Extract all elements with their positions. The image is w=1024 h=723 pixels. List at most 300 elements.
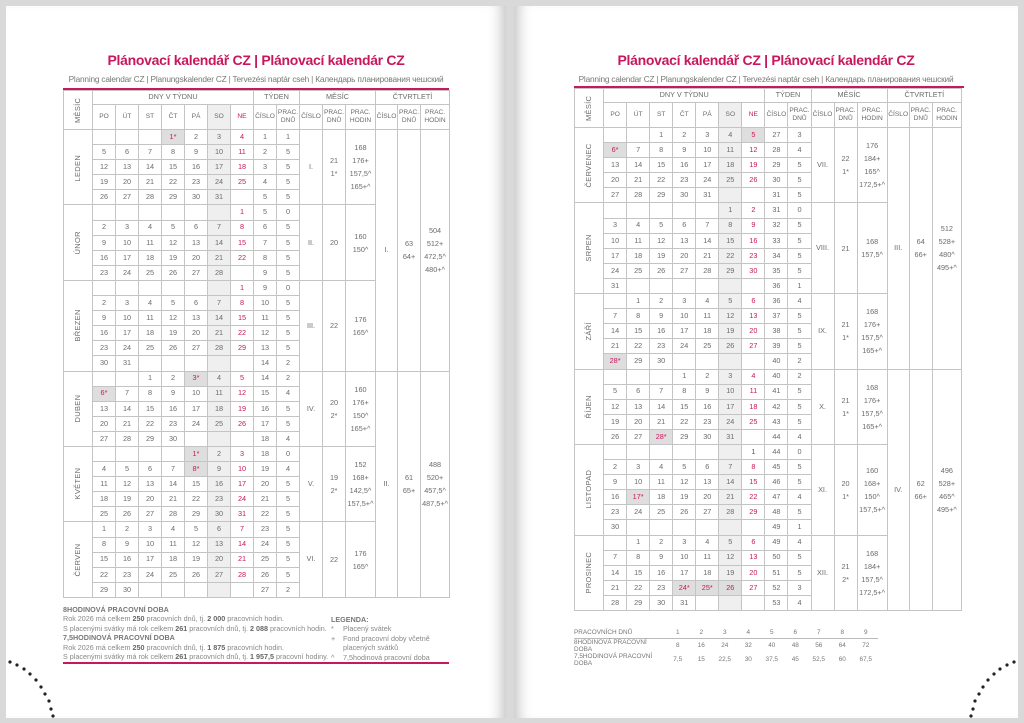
week-work-days: 2 [788,369,811,384]
day-cell: 12 [185,537,208,552]
day-cell: 7 [604,309,627,324]
month-work-days-value: 1* [842,491,850,501]
day-cell: 9 [116,537,139,552]
week-number: 43 [765,414,788,429]
day-cell: 3 [673,294,696,309]
summary-value: 3 [713,628,737,638]
month-work-hours [857,535,887,610]
day-cell: 23 [185,175,208,190]
weekday-út: ÚT [627,103,650,128]
notes-line [63,624,353,633]
day-cell: 28 [604,595,627,610]
day-cell [696,595,719,610]
month-work-hours-value: 150^ [864,491,880,501]
notes-segment: 1 957,5 [249,652,274,662]
week-number: 53 [765,595,788,610]
day-cell: 7 [696,218,719,233]
day-cell: 21 [650,414,673,429]
day-cell: 10 [673,550,696,565]
day-cell: 19 [162,326,185,341]
month-work-days-value: 22 [329,321,339,331]
day-cell: 27 [139,507,162,522]
month-number: X. [811,369,834,444]
day-cell: 23 [650,580,673,595]
day-cell: 12 [93,160,116,175]
day-cell [208,431,231,446]
day-cell: 14 [604,324,627,339]
header-work-days: PRAC. DNŮ [398,105,421,130]
day-cell: 4 [139,296,162,311]
month-name: ČERVEN [64,522,93,597]
summary-value: 15 [697,656,705,663]
day-cell: 5 [162,296,185,311]
summary-value: 8 [675,642,680,649]
header-work-days: PRAC. DNŮ [277,105,300,130]
week-work-days: 5 [277,250,300,265]
day-cell: 6 [185,296,208,311]
day-cell: 30 [650,354,673,369]
day-cell: 3 [231,446,254,461]
day-cell: 1 [139,371,162,386]
day-cell [139,280,162,295]
summary-value: 22,5 [718,656,731,663]
day-cell: 2 [604,460,627,475]
day-cell [719,188,742,203]
day-cell: 15 [650,158,673,173]
quarter-work-hours-value: 495+^ [936,263,957,273]
week-work-days: 5 [788,550,811,565]
notes-segment: pracovních dnů, tj. [144,614,208,624]
weekday-po: PO [604,103,627,128]
day-cell: 28 [627,188,650,203]
day-cell: 6 [742,535,765,550]
weekday-pá: PÁ [696,103,719,128]
week-number: 27 [254,582,277,597]
month-number: I. [300,130,323,205]
week-number: 36 [765,278,788,293]
week-work-days: 4 [788,143,811,158]
day-cell: 5 [185,522,208,537]
month-work-hours-value: 172,5+^ [859,587,886,597]
month-work-days [323,130,346,205]
day-cell: 7 [719,460,742,475]
quarter-work-days-value: 62 [916,478,925,488]
month-work-days [323,446,346,521]
month-work-hours-value: 165^ [864,167,880,177]
header-work-days: PRAC. DNŮ [909,103,932,128]
month-name: ZÁŘÍ [575,294,604,369]
quarter-work-days-value: 64+ [402,252,416,262]
day-cell: 17 [604,248,627,263]
week-work-days: 5 [788,263,811,278]
day-cell: 18 [719,158,742,173]
week-number: 15 [254,386,277,401]
day-cell: 20 [627,414,650,429]
header-row [575,103,962,128]
day-cell [627,444,650,459]
week-work-days: 5 [277,160,300,175]
day-cell: 16 [650,324,673,339]
header-row [64,105,450,130]
day-cell: 20 [696,490,719,505]
week-number: 24 [254,537,277,552]
day-cell: 16 [696,399,719,414]
month-work-hours-value: 176 [354,314,367,324]
week-work-days: 5 [277,296,300,311]
day-cell [673,520,696,535]
week-work-days: 5 [788,475,811,490]
summary-value: 4 [737,628,761,638]
week-number: 23 [254,522,277,537]
day-cell: 27 [185,265,208,280]
week-number: 25 [254,552,277,567]
header-month-group: MĚSÍC [811,89,887,103]
day-cell: 1* [185,446,208,461]
month-name: LEDEN [64,130,93,205]
day-cell: 24 [627,505,650,520]
quarter-work-days-value: 63 [404,239,414,249]
day-cell [185,205,208,220]
day-cell: 23 [696,414,719,429]
day-cell: 13 [627,399,650,414]
day-cell [185,356,208,371]
day-cell [742,278,765,293]
week-work-days: 0 [277,446,300,461]
week-work-days: 5 [788,505,811,520]
month-work-hours-value: 176 [866,141,879,151]
legend-text: Fond pracovní doby včetně placených svátků [343,633,430,653]
day-cell: 9 [93,235,116,250]
header-number: ČÍSLO [300,105,323,130]
day-cell [185,280,208,295]
day-cell: 9 [673,143,696,158]
week-work-days: 5 [788,309,811,324]
day-cell: 22 [627,339,650,354]
day-cell: 22 [185,492,208,507]
day-cell: 23 [208,492,231,507]
header-week: TÝDEN [765,89,811,103]
month-work-hours-value: 157,5^ [861,333,883,343]
week-work-days: 0 [788,444,811,459]
weekday-po: PO [93,105,116,130]
day-cell [673,354,696,369]
day-cell [627,369,650,384]
day-cell: 9 [93,311,116,326]
day-cell [627,128,650,143]
day-cell: 6 [185,220,208,235]
day-cell: 8 [231,220,254,235]
day-cell: 24 [116,265,139,280]
day-cell: 30 [208,507,231,522]
day-cell: 16 [185,160,208,175]
day-cell: 27 [93,431,116,446]
day-cell: 19 [673,490,696,505]
day-cell: 31 [604,278,627,293]
month-number: VIII. [811,203,834,294]
week-work-days: 5 [277,265,300,280]
day-cell: 5 [673,460,696,475]
weekday-út: ÚT [116,105,139,130]
month-work-hours-value: 157,5+^ [347,499,374,509]
day-cell: 16 [650,565,673,580]
month-work-days-value: 2* [330,410,338,420]
day-cell: 18 [139,326,162,341]
week-number: 50 [765,550,788,565]
week-work-days: 2 [277,356,300,371]
day-cell: 13 [742,309,765,324]
day-cell: 9 [650,309,673,324]
day-cell: 23 [650,339,673,354]
quarter-work-hours-value: 457,5^ [424,486,446,496]
day-cell: 11 [696,309,719,324]
quarter-work-days [909,369,932,611]
week-work-days: 5 [277,190,300,205]
day-cell [719,354,742,369]
notes-line [63,614,353,623]
header-work-days: PRAC. DNŮ [834,103,857,128]
summary-row [574,628,878,638]
day-cell [650,369,673,384]
day-cell: 14 [604,565,627,580]
day-cell: 26 [719,339,742,354]
day-cell: 24 [604,263,627,278]
day-cell [673,278,696,293]
day-cell [162,582,185,597]
day-cell: 28 [208,265,231,280]
week-number: 37 [765,309,788,324]
day-cell: 22 [719,248,742,263]
day-cell: 31 [231,507,254,522]
month-work-hours-value: 165^ [352,561,369,571]
day-cell [208,205,231,220]
day-cell: 21 [139,175,162,190]
quarter-work-hours-value: 496 [940,465,953,475]
summary-row [574,653,878,667]
quarter-work-hours-value: 480+^ [425,265,445,275]
week-number: 21 [254,492,277,507]
day-cell: 26 [162,265,185,280]
day-cell: 9 [208,462,231,477]
day-cell: 18 [162,552,185,567]
day-cell: 20 [116,175,139,190]
day-cell: 4 [208,371,231,386]
day-cell: 4 [627,218,650,233]
weekday-st: ST [139,105,162,130]
day-cell: 9 [604,475,627,490]
quarter-work-days-value: 66+ [914,491,927,501]
quarter-work-hours [421,371,450,597]
quarter-number: II. [376,371,398,597]
month-work-hours [346,130,376,205]
day-cell: 5 [604,384,627,399]
month-name: DUBEN [64,371,93,446]
quarter-work-days-value: 65+ [402,486,416,496]
day-cell: 8 [627,309,650,324]
day-cell: 12 [162,311,185,326]
week-number: 26 [254,567,277,582]
day-cell: 31 [696,188,719,203]
day-cell: 23 [162,416,185,431]
day-cell: 28 [139,190,162,205]
notes-segment: 261 [175,652,188,662]
quarter-work-hours-value: 512 [940,224,953,234]
day-cell: 25 [650,505,673,520]
day-cell: 18 [650,490,673,505]
day-cell: 6 [673,218,696,233]
week-number: 18 [254,431,277,446]
week-number: 52 [765,580,788,595]
day-cell [650,520,673,535]
week-work-days: 5 [277,492,300,507]
quarter-work-days-value: 64 [916,237,925,247]
day-cell: 10 [116,311,139,326]
day-cell: 12 [650,233,673,248]
day-cell: 26 [673,505,696,520]
day-cell: 21 [162,492,185,507]
week-work-days: 4 [277,462,300,477]
legend-symbol: + [331,633,336,643]
month-name: ČERVENEC [575,128,604,203]
page-title: Plánovací kalendář CZ | Plánovací kalendár CZ [107,52,405,68]
day-cell: 17 [719,399,742,414]
quarter-work-hours [932,128,961,370]
day-cell: 14 [719,475,742,490]
month-work-days [834,128,857,203]
day-cell: 16 [208,477,231,492]
month-work-hours-value: 176+ [352,156,369,166]
weekday-čt: ČT [673,103,696,128]
month-work-days [323,205,346,280]
day-cell: 26 [93,190,116,205]
week-number: 29 [765,158,788,173]
day-cell: 13 [673,233,696,248]
day-cell [93,371,116,386]
quarter-number: IV. [887,369,909,611]
day-cell: 11 [627,233,650,248]
day-cell: 17 [696,158,719,173]
week-work-days: 5 [788,399,811,414]
day-cell [604,535,627,550]
right-page [514,6,1018,718]
day-cell [627,520,650,535]
day-cell: 29 [231,341,254,356]
day-cell: 15 [742,475,765,490]
day-cell: 19 [93,175,116,190]
day-cell [162,356,185,371]
week-number: 30 [765,173,788,188]
day-cell: 30 [696,429,719,444]
summary-value: 9 [854,628,878,638]
day-cell: 2 [208,446,231,461]
day-cell: 27 [673,263,696,278]
day-cell: 28* [604,354,627,369]
day-cell [696,354,719,369]
header-work-days: PRAC. DNŮ [323,105,346,130]
day-cell: 28 [208,341,231,356]
notes-segment: S placenými svátky má rok celkem [63,623,176,633]
notes-heading: 8HODINOVÁ PRACOVNÍ DOBA [63,605,169,614]
day-cell: 16 [93,326,116,341]
day-cell: 4 [696,535,719,550]
day-cell [116,205,139,220]
day-cell: 7 [208,220,231,235]
quarter-work-days-value: 66+ [914,250,927,260]
day-cell [162,446,185,461]
header-month: MĚSÍC [575,89,604,128]
day-cell: 4 [139,220,162,235]
notes-heading: 7,5HODINOVÁ PRACOVNÍ DOBA [63,633,175,643]
month-work-days-value: 21 [841,561,850,571]
notes-segment: 1 875 [207,642,226,652]
day-cell: 5 [719,294,742,309]
week-number: 44 [765,444,788,459]
day-cell: 12 [116,477,139,492]
month-work-hours-value: 168+ [863,478,881,488]
day-cell: 21 [208,326,231,341]
day-cell: 23 [742,248,765,263]
day-cell [742,354,765,369]
day-cell [742,595,765,610]
month-name: ŘÍJEN [575,369,604,444]
summary-label: 7,5HODINOVÁ PRACOVNÍ DOBA [574,652,653,667]
day-cell: 14 [162,477,185,492]
day-cell: 17 [116,250,139,265]
summary-value: 7 [807,628,831,638]
day-cell: 31 [208,190,231,205]
day-cell: 15 [719,233,742,248]
day-cell: 27 [742,339,765,354]
header-weekdays: DNY V TÝDNU [604,89,765,103]
day-cell: 3 [604,218,627,233]
week-number: 7 [254,235,277,250]
day-cell: 12 [742,143,765,158]
month-work-days [323,371,346,446]
quarter-work-hours-value: 520+ [426,473,444,483]
notes-line [63,652,353,661]
day-cell: 14 [116,401,139,416]
day-cell: 22 [742,490,765,505]
day-cell: 1 [231,205,254,220]
day-cell: 9 [696,384,719,399]
week-work-days: 5 [277,567,300,582]
day-cell: 29 [162,190,185,205]
week-number: 47 [765,490,788,505]
day-cell: 4 [93,462,116,477]
day-cell: 8 [627,550,650,565]
day-cell: 25 [742,414,765,429]
day-cell: 29 [139,431,162,446]
header-work-hours: PRAC. HODIN [857,103,887,128]
day-cell: 24 [116,341,139,356]
day-cell: 10 [719,384,742,399]
day-cell [93,130,116,145]
day-cell: 22 [162,175,185,190]
day-cell: 7 [231,522,254,537]
day-cell: 20 [93,416,116,431]
month-work-hours-value: 165+^ [350,182,371,192]
day-cell: 20 [742,324,765,339]
day-cell: 12 [719,550,742,565]
notes-segment: pracovních dnů, tj. [187,652,250,662]
month-work-hours-value: 184+ [863,154,881,164]
day-cell: 4 [650,460,673,475]
week-work-days: 0 [277,280,300,295]
day-cell [719,444,742,459]
week-number: 36 [765,294,788,309]
week-number: 20 [254,477,277,492]
day-cell: 23 [116,567,139,582]
day-cell [696,444,719,459]
